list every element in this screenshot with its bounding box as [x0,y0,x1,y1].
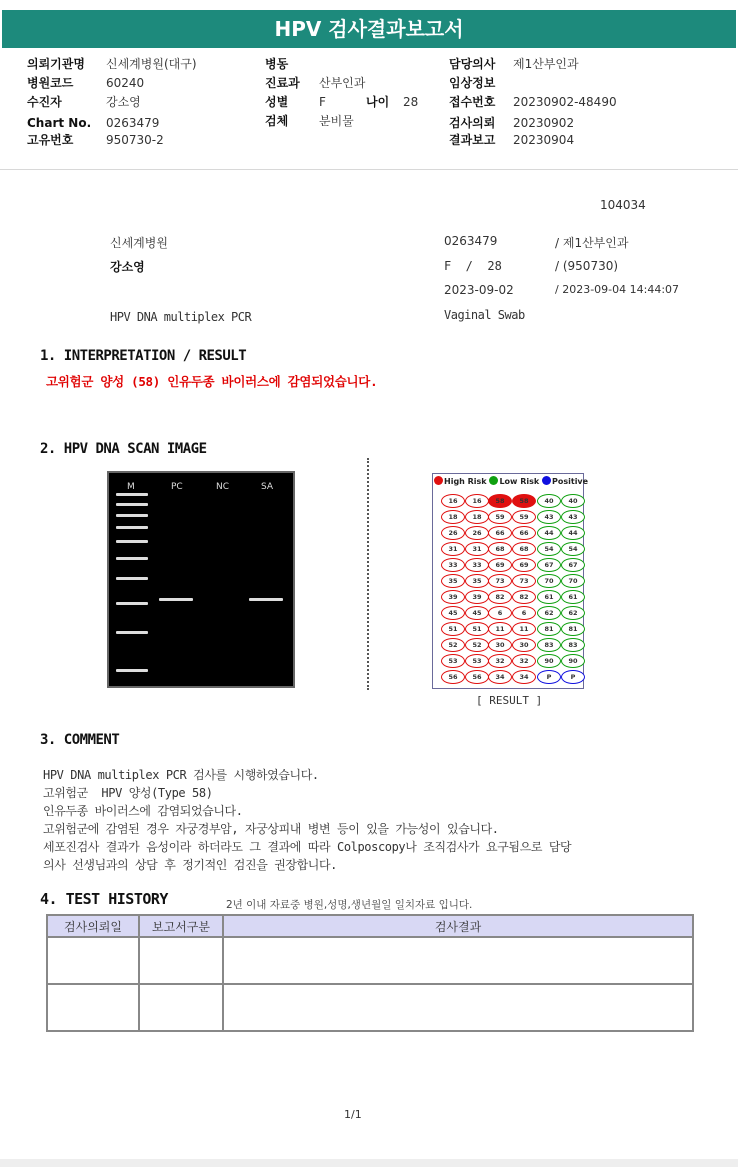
section-comment: 3. COMMENT [40,732,120,748]
chip-cell: 39 [441,590,465,604]
col-request-date: 검사의뢰일 [47,915,139,937]
legend-positive: Positive [552,477,589,486]
chip-cell: 82 [488,590,512,604]
chip-cell: 73 [512,574,536,588]
chip-cell: 11 [512,622,536,636]
chip-cell: 40 [561,494,585,508]
value-report-date: 20230904 [513,133,575,147]
value-requester: 신세계병원(대구) [106,57,197,71]
gel-lane-sa: SA [261,482,274,492]
chip-cell: 26 [465,526,489,540]
chip-cell: 81 [537,622,561,636]
history-note: 2년 이내 자료중 병원,성명,생년월일 일치자료 입니다. [226,899,473,911]
marker-band [116,514,148,517]
report-date: 2023-09-02 [444,283,514,297]
report-chart: 0263479 [444,234,498,248]
chip-cell: 16 [465,494,489,508]
chip-cell: 11 [488,622,512,636]
gel-lane-m: M [127,482,135,492]
chip-cell: 69 [512,558,536,572]
report-sex-age: F / 28 [444,259,502,273]
positive-dot-icon [542,476,551,485]
chip-cell: P [561,670,585,684]
chip-cell: 40 [537,494,561,508]
chip-cell: 31 [441,542,465,556]
marker-band [116,577,148,580]
chip-cell: P [537,670,561,684]
label-ward: 병동 [265,57,289,71]
chip-cell: 69 [488,558,512,572]
report-patient: 강소영 [110,260,145,274]
marker-band [116,557,148,560]
chip-cell: 51 [441,622,465,636]
chip-cell: 45 [441,606,465,620]
value-hospital-code: 60240 [106,76,145,90]
col-result: 검사결과 [223,915,693,937]
section-test-history: 4. TEST HISTORY [40,890,168,908]
label-doctor: 담당의사 [449,57,496,71]
chip-cell: 59 [488,510,512,524]
marker-band [116,631,148,634]
chip-cell: 56 [441,670,465,684]
value-chart-no: 0263479 [106,116,160,130]
value-patient: 강소영 [106,95,141,109]
chip-cell: 35 [465,574,489,588]
header-divider [0,169,738,170]
chip-cell: 73 [488,574,512,588]
chip-cell: 81 [561,622,585,636]
col-report-type: 보고서구분 [139,915,223,937]
value-doctor: 제1산부인과 [513,57,579,71]
chip-cell: 45 [465,606,489,620]
chip-cell: 18 [441,510,465,524]
label-specimen: 검체 [265,114,289,128]
bottom-bar [0,1159,738,1167]
report-doctor: / 제1산부인과 [555,236,629,250]
gel-image [107,471,295,688]
marker-band [116,540,148,543]
label-report-date: 결과보고 [449,133,496,147]
chip-cell: 90 [561,654,585,668]
label-patient: 수진자 [27,95,62,109]
label-requester: 의뢰기관명 [27,57,85,71]
chip-legend [434,476,588,486]
comment-text: HPV DNA multiplex PCR 검사를 시행하였습니다. 고위험군 HPV 양성(Type 58) 인유두종 바이러스에 감염되었습니다. 고위험군에 감염된 경우 자궁경부암, 자궁상피내 병변 등이 있을 가능성이 있습니다. 세포진검사 결과가 음성이라 하더라도 그 결과에 따라 Colposcopy나 조직검사가 요구됨으로 담당 의사 선생님과의 상담 후 정기적인 검진을 권장합니다. [43,768,572,872]
chip-cell: 54 [537,542,561,556]
chip-cell: 67 [561,558,585,572]
chip-cell: 82 [512,590,536,604]
label-age: 나이 [366,95,390,109]
label-unique-no: 고유번호 [27,133,74,147]
chip-cell: 52 [465,638,489,652]
chip-cell: 51 [465,622,489,636]
hpv-chip-result [432,473,589,689]
chip-cell: 35 [441,574,465,588]
chip-cell: 62 [561,606,585,620]
section-interpretation: 1. INTERPRETATION / RESULT [40,348,247,364]
marker-band [116,602,148,605]
pc-band [159,598,193,601]
result-text: 고위험군 양성 (58) 인유두종 바이러스에 감염되었습니다. [46,374,378,389]
chip-cell: 58 [488,494,512,508]
chip-cell: 61 [561,590,585,604]
chip-cell: 31 [465,542,489,556]
label-hospital-code: 병원코드 [27,76,74,90]
chip-cell: 32 [512,654,536,668]
table-row [47,937,693,984]
marker-band [116,503,148,506]
gel-lane-pc: PC [171,482,183,492]
chip-cell: 26 [441,526,465,540]
value-department: 산부인과 [319,76,366,90]
chip-cell: 6 [488,606,512,620]
chip-cell: 66 [488,526,512,540]
report-hospital: 신세계병원 [110,236,168,250]
chip-cell: 54 [561,542,585,556]
chip-cell: 33 [465,558,489,572]
chip-cell: 44 [537,526,561,540]
chip-cell: 32 [488,654,512,668]
chip-caption: [ RESULT ] [476,694,543,707]
low-risk-dot-icon [489,476,498,485]
label-sex: 성별 [265,95,289,109]
legend-low: Low Risk [499,477,540,486]
chip-cell: 70 [537,574,561,588]
chip-cell: 59 [512,510,536,524]
high-risk-dot-icon [434,476,443,485]
chip-cell: 43 [561,510,585,524]
label-chart-no: Chart No. [27,116,92,130]
chip-cell: 61 [537,590,561,604]
report-test: HPV DNA multiplex PCR [110,310,252,324]
value-receipt-no: 20230902-48490 [513,95,617,109]
value-unique-no: 950730-2 [106,133,164,147]
chip-cell: 83 [537,638,561,652]
marker-band [116,526,148,529]
chip-cell: 18 [465,510,489,524]
chip-cell: 90 [537,654,561,668]
value-specimen: 분비물 [319,114,354,128]
chip-cell: 83 [561,638,585,652]
chip-cell: 53 [441,654,465,668]
history-table [46,914,694,1032]
label-department: 진료과 [265,76,300,90]
chip-cell: 30 [488,638,512,652]
value-request-date: 20230902 [513,116,575,130]
chip-cell: 16 [441,494,465,508]
gel-lane-nc: NC [216,482,230,492]
chip-cell: 6 [512,606,536,620]
chip-cell: 44 [561,526,585,540]
report-id: / (950730) [555,259,619,273]
legend-high: High Risk [444,477,487,486]
chip-cell: 52 [441,638,465,652]
value-sex: F [319,95,326,109]
chip-cell: 68 [488,542,512,556]
report-code: 104034 [600,198,646,212]
marker-band [116,669,148,672]
chip-cell: 56 [465,670,489,684]
history-header-row [47,915,693,937]
chip-cell: 70 [561,574,585,588]
page-number: 1/1 [344,1108,362,1121]
chip-cell: 43 [537,510,561,524]
label-receipt-no: 접수번호 [449,95,496,109]
chip-cell: 53 [465,654,489,668]
label-clinical-info: 임상정보 [449,76,496,90]
chip-cell: 66 [512,526,536,540]
value-age: 28 [403,95,419,109]
chip-cell: 62 [537,606,561,620]
report-specimen: Vaginal Swab [444,308,525,322]
chip-cell: 33 [441,558,465,572]
report-title: HPV 검사결과보고서 [2,10,736,48]
chip-cell: 39 [465,590,489,604]
sa-band [249,598,283,601]
image-divider [367,458,369,690]
chip-cell: 30 [512,638,536,652]
chip-cell: 34 [512,670,536,684]
section-scan-image: 2. HPV DNA SCAN IMAGE [40,441,207,457]
marker-band [116,493,148,496]
report-time: / 2023-09-04 14:44:07 [555,283,680,296]
chip-cell: 67 [537,558,561,572]
chip-cell: 68 [512,542,536,556]
chip-cell: 58 [512,494,536,508]
label-request-date: 검사의뢰 [449,116,496,130]
chip-cell: 34 [488,670,512,684]
table-row [47,984,693,1031]
